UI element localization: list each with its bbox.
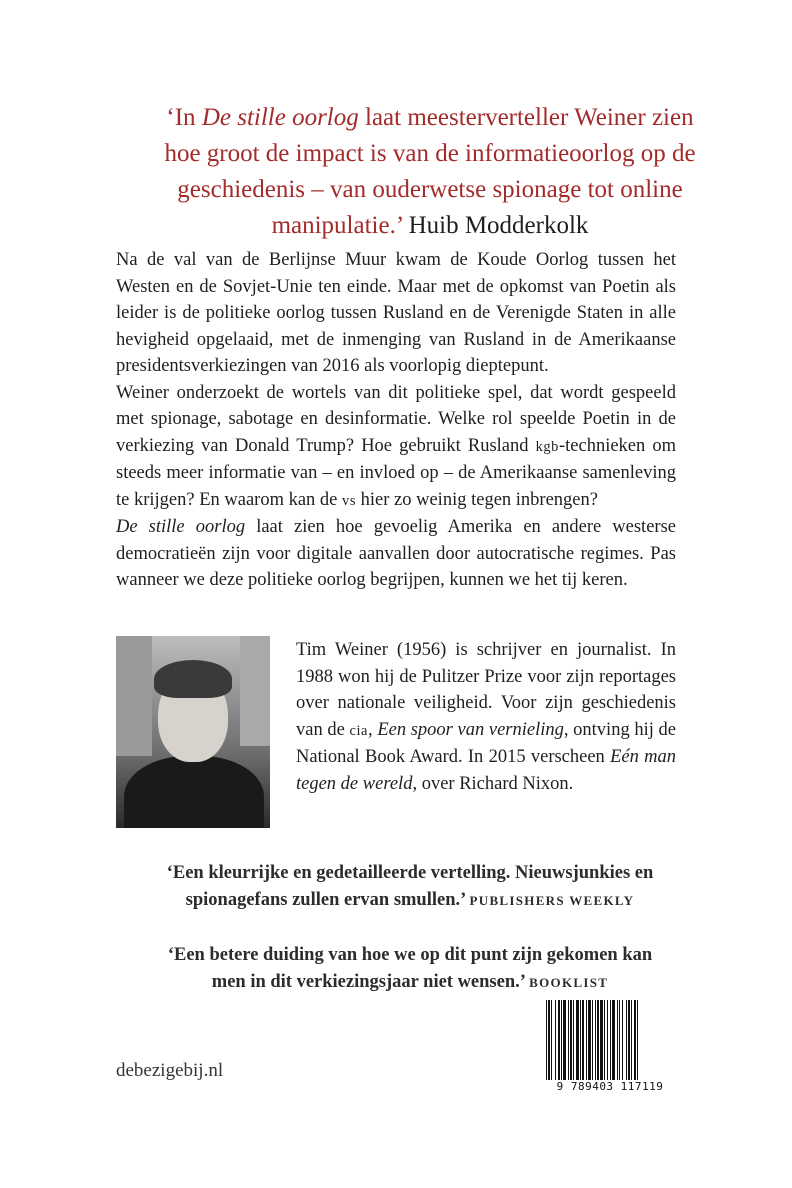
blurb-p3-text: laat zien hoe gevoelig Amerika en andere westerse democratieën zijn voor digitale aanvallen door autocratische regimes. Pas wanneer we deze politieke oorlog begrijpen, kunnen we het tij keren. (116, 517, 676, 590)
bio-book-2: Eén man tegen de wereld (296, 747, 676, 794)
blurb-kgb: kgb (535, 438, 559, 455)
photo-hair (154, 660, 232, 698)
barcode-bar (548, 1000, 550, 1080)
review-2 (150, 942, 670, 996)
blurb-p2-part-c: hier zo weinig tegen inbrengen? (356, 489, 598, 510)
isbn-number: 9 789403 117119 (543, 1080, 677, 1093)
review-1-text: ‘Een kleurrijke en gedetailleerde vertelling. Nieuwsjunkies en spionagefans zullen ervan smullen.’ (166, 863, 654, 910)
bio-text (296, 637, 676, 797)
author-photo (116, 636, 270, 828)
barcode-bar (617, 1000, 618, 1080)
bio-cia: cia (349, 722, 369, 739)
blurb (116, 247, 676, 594)
publisher-website[interactable]: debezigebij.nl (116, 1060, 224, 1081)
blurb-paragraph-1: Na de val van de Berlijnse Muur kwam de Koude Oorlog tussen het Westen en de Sovjet-Unie ten einde. Maar met de opkomst van Poetin als leider is de politieke oorlog tussen Rusland en de Verenigde Staten in alle hevigheid opgelaaid, met de inmenging van Rusland in de Amerikaanse presidentsverkiezingen van 2016 als voorlopig dieptepunt. (116, 250, 676, 376)
bio-part-1: (1956) is schrijver en journalist. In 1988 won hij de Pulitzer Prize voor zijn reportages over nationale veiligheid. Voor zijn geschiedenis van de (296, 640, 676, 740)
barcode-bar (628, 1000, 630, 1080)
review-2-source: BOOKLIST (529, 975, 609, 990)
barcode (543, 1000, 677, 1102)
bio-book-1: Een spoor van vernieling (377, 719, 564, 740)
barcode-bar (622, 1000, 623, 1080)
quote-author: Huib Modderkolk (408, 212, 589, 239)
barcode-bar (576, 1000, 579, 1080)
author-bio (296, 637, 676, 797)
blurb-p2-part-b: -technieken om steeds meer informatie van – en invloed op – de Amerikaanse samenleving te krijgen? En waarom kan de (116, 435, 676, 510)
barcode-bar (637, 1000, 638, 1082)
review-1 (150, 860, 670, 914)
barcode-bar (619, 1000, 620, 1080)
barcode-bar (555, 1000, 556, 1080)
barcode-bars (543, 1000, 677, 1082)
quote-open: ‘In (166, 104, 202, 131)
barcode-bar (558, 1000, 560, 1080)
quote-text: laat meesterverteller Weiner zien hoe groot de impact is van de informatieoorlog op de geschiedenis – van ouderwetse spionage tot online manipulatie.’ (164, 104, 696, 239)
barcode-bar (631, 1000, 632, 1080)
barcode-bar (607, 1000, 608, 1080)
photo-background-left (116, 636, 152, 756)
barcode-bar (612, 1000, 615, 1080)
barcode-bar (551, 1000, 552, 1080)
photo-coat (124, 756, 264, 828)
bio-part-2: , (368, 719, 378, 740)
barcode-bar (597, 1000, 599, 1080)
quote-book-title: De stille oorlog (201, 104, 359, 131)
barcode-bar (592, 1000, 593, 1082)
barcode-bar (561, 1000, 562, 1080)
review-2-text: ‘Een betere duiding van hoe we op dit punt zijn gekomen kan men in dit verkiezingsjaar niet wensen.’ (167, 945, 653, 992)
barcode-bar (604, 1000, 605, 1080)
bio-part-3: , ontving hij de National Book Award. In 2015 verscheen (296, 719, 676, 767)
blurb-book-title: De stille oorlog (116, 517, 246, 537)
review-1-source: PUBLISHERS WEEKLY (469, 893, 635, 908)
barcode-bar (568, 1000, 569, 1080)
barcode-bar (600, 1000, 603, 1080)
barcode-bar (563, 1000, 566, 1080)
top-quote (150, 100, 710, 244)
barcode-bar (580, 1000, 581, 1080)
blurb-p2-part-a: Weiner onderzoekt de wortels van dit politieke spel, dat wordt gespeeld met spionage, sabotage en desinformatie. Welke rol speelde Poetin in de verkiezing van Donald Trump? Hoe gebruikt Rusland (116, 382, 676, 456)
blurb-paragraph-2 (116, 380, 676, 515)
barcode-bar (588, 1000, 591, 1080)
barcode-bar (595, 1000, 596, 1080)
blurb-vs: vs (342, 492, 357, 509)
barcode-bar (610, 1000, 611, 1080)
barcode-bar (582, 1000, 584, 1080)
bio-author-name: Tim Weiner (296, 640, 388, 660)
barcode-bar (634, 1000, 636, 1080)
barcode-bar (626, 1000, 627, 1080)
blurb-paragraph-3 (116, 514, 676, 594)
barcode-bar (573, 1000, 574, 1080)
barcode-bar (586, 1000, 587, 1080)
bio-part-4: , over Richard Nixon. (412, 773, 574, 794)
barcode-bar (570, 1000, 572, 1080)
barcode-bar (546, 1000, 547, 1082)
photo-background-right (240, 636, 270, 746)
